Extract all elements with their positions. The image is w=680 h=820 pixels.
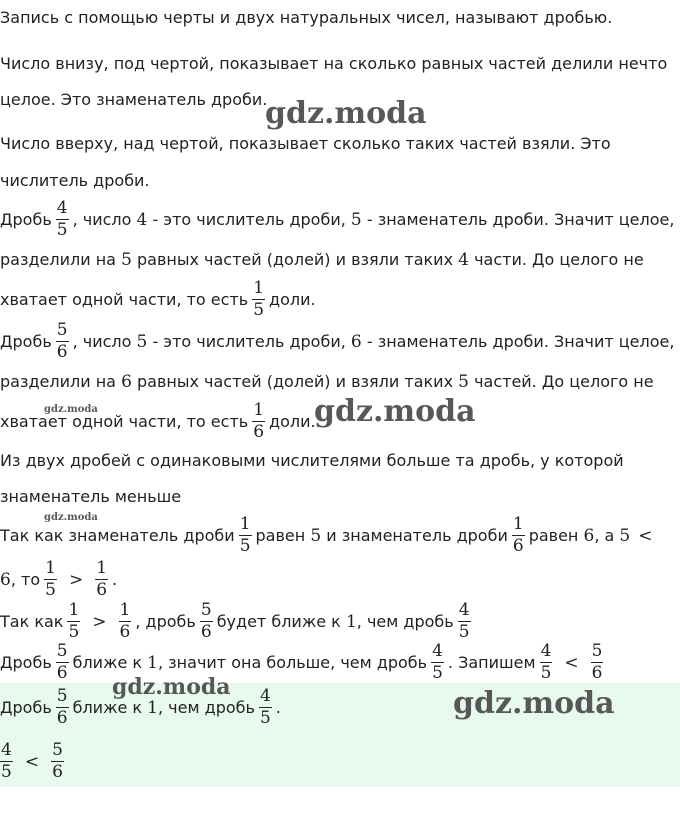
greater-than-sign: > — [68, 570, 84, 590]
fraction — [239, 515, 252, 556]
number: 6 — [350, 332, 362, 352]
number: 4 — [458, 250, 469, 270]
denominator: 6 — [96, 580, 108, 600]
fraction — [591, 642, 604, 683]
less-than-sign: < — [24, 752, 40, 772]
numerator: 5 — [56, 320, 68, 340]
text: . — [275, 698, 281, 717]
text: хватает одной части, то есть — [0, 290, 249, 309]
denominator: 5 — [68, 622, 80, 642]
denominator: 6 — [56, 663, 68, 683]
number: 1 — [147, 698, 158, 718]
numerator: 5 — [56, 641, 68, 661]
fraction — [119, 601, 132, 642]
denominator: 5 — [458, 622, 470, 642]
number: 5 — [619, 526, 631, 546]
fraction — [200, 601, 213, 642]
text: Запись с помощью черты и двух натуральных чисел, называют дробью. — [0, 8, 613, 27]
text: равных частей (долей) и взяли таких — [137, 250, 454, 269]
compare-line4 — [0, 643, 607, 684]
numerator: 1 — [45, 558, 56, 578]
text: Так как — [0, 612, 64, 631]
denominator: 6 — [119, 622, 131, 642]
fraction — [67, 601, 80, 642]
number: 6 — [121, 372, 132, 392]
numerator: 4 — [458, 600, 470, 620]
answer-line2 — [0, 742, 68, 783]
denominator: 5 — [432, 663, 443, 683]
fraction — [259, 687, 272, 728]
text: числитель дроби. — [0, 171, 150, 190]
denominator: 6 — [200, 622, 212, 642]
fraction — [458, 601, 471, 642]
paragraph-numerator-line1 — [0, 134, 611, 154]
fraction — [512, 515, 525, 556]
fraction — [56, 687, 69, 728]
denominator: 6 — [56, 708, 68, 728]
text: доли. — [269, 412, 316, 431]
fraction — [56, 199, 69, 240]
number: 5 — [136, 332, 148, 352]
text: и знаменатель дроби — [326, 526, 508, 545]
text: Дробь — [0, 332, 52, 351]
number: 1 — [345, 612, 357, 632]
rule-line2 — [0, 487, 181, 507]
numerator: 1 — [253, 278, 265, 298]
text: - знаменатель дроби. Значит целое, — [366, 332, 675, 351]
text: , число — [72, 332, 132, 351]
text: , значит она больше, чем дробь — [158, 653, 428, 672]
number: 5 — [458, 372, 469, 392]
text: . — [112, 570, 118, 589]
numerator: 5 — [52, 740, 63, 760]
compare-line2 — [0, 560, 117, 601]
text: будет ближе к — [216, 612, 341, 631]
text: , то — [10, 570, 41, 589]
fraction — [0, 741, 13, 782]
text: Дробь — [0, 698, 52, 717]
numerator: 4 — [540, 641, 552, 661]
denominator: 6 — [512, 536, 524, 556]
denominator: 5 — [540, 663, 552, 683]
denominator: 5 — [1, 762, 12, 782]
example1-line1 — [0, 200, 674, 241]
text: равных частей (долей) и взяли таких — [137, 372, 454, 391]
text: знаменатель меньше — [0, 487, 182, 506]
text: Число вверху, над чертой, показывает сколько таких частей взяли. Это — [0, 134, 611, 153]
fraction — [56, 642, 69, 683]
denominator: 5 — [259, 708, 271, 728]
greater-than-sign: > — [92, 612, 107, 632]
text: . Запишем — [447, 653, 536, 672]
text: Из двух дробей с одинаковыми числителями больше та дробь, у которой — [0, 451, 624, 470]
numerator: 1 — [512, 514, 524, 534]
number: 5 — [310, 526, 322, 546]
text: частей. До целого не — [474, 372, 654, 391]
numerator: 1 — [96, 558, 108, 578]
watermark-logo: gdz.moda — [314, 394, 476, 429]
watermark-logo: gdz.moda — [265, 96, 427, 131]
number: 5 — [121, 250, 132, 270]
compare-line1 — [0, 516, 660, 557]
fraction — [252, 279, 265, 320]
text: , чем дробь — [356, 612, 454, 631]
rule-line1 — [0, 451, 624, 471]
text: Число внизу, под чертой, показывает на сколько равных частей делили нечто — [0, 54, 668, 73]
denominator: 5 — [56, 220, 68, 240]
text: , дробь — [135, 612, 196, 631]
fraction — [44, 559, 57, 600]
denominator: 5 — [239, 536, 251, 556]
denominator: 6 — [56, 342, 68, 362]
paragraph-denominator-line1 — [0, 54, 667, 74]
text: целое. Это знаменатель дроби. — [0, 90, 268, 109]
number: 6 — [583, 526, 595, 546]
denominator: 5 — [45, 580, 56, 600]
compare-line3 — [0, 602, 475, 643]
text: разделили на — [0, 372, 116, 391]
text: Дробь — [0, 210, 52, 229]
text: равен — [255, 526, 306, 545]
text: хватает одной части, то есть — [0, 412, 249, 431]
fraction — [51, 741, 64, 782]
number: 4 — [136, 210, 148, 230]
numerator: 1 — [239, 514, 251, 534]
paragraph-numerator-line2 — [0, 171, 150, 191]
fraction — [56, 321, 69, 362]
numerator: 4 — [1, 740, 12, 760]
denominator: 6 — [253, 422, 265, 442]
paragraph-definition — [0, 8, 612, 28]
numerator: 5 — [200, 600, 212, 620]
text: , чем дробь — [158, 698, 255, 717]
example2-line2 — [0, 372, 654, 392]
numerator: 4 — [432, 641, 443, 661]
numerator: 1 — [68, 600, 80, 620]
text: - это числитель дроби, — [152, 332, 346, 351]
example1-line3 — [0, 280, 316, 321]
numerator: 5 — [56, 686, 68, 706]
watermark-logo: gdz.moda — [453, 686, 615, 721]
text: - знаменатель дроби. Значит целое, — [366, 210, 675, 229]
text: , число — [72, 210, 132, 229]
denominator: 5 — [253, 300, 265, 320]
fraction — [431, 642, 444, 683]
paragraph-denominator-line2 — [0, 90, 267, 110]
number: 1 — [147, 653, 158, 673]
text: - это числитель дроби, — [152, 210, 346, 229]
text: разделили на — [0, 250, 116, 269]
text: Так как знаменатель дроби — [0, 526, 235, 545]
fraction — [252, 401, 265, 442]
less-than-sign: < — [638, 526, 653, 546]
numerator: 1 — [253, 400, 265, 420]
numerator: 5 — [591, 641, 603, 661]
example1-line2 — [0, 250, 644, 270]
fraction — [540, 642, 553, 683]
text: ближе к — [72, 653, 143, 672]
watermark-logo: gdz.moda — [44, 512, 98, 523]
text: , а — [594, 526, 615, 545]
numerator: 4 — [56, 198, 68, 218]
denominator: 6 — [591, 663, 603, 683]
example2-line1 — [0, 322, 674, 363]
watermark-logo: gdz.moda — [112, 674, 231, 700]
text: доли. — [269, 290, 316, 309]
text: ближе к — [72, 698, 143, 717]
number: 5 — [350, 210, 362, 230]
fraction — [95, 559, 108, 600]
less-than-sign: < — [564, 653, 579, 673]
text: части. До целого не — [474, 250, 644, 269]
denominator: 6 — [52, 762, 63, 782]
text: Дробь — [0, 653, 52, 672]
text: равен — [528, 526, 579, 545]
numerator: 1 — [119, 600, 131, 620]
watermark-logo: gdz.moda — [44, 404, 98, 415]
number: 6 — [0, 570, 11, 590]
numerator: 4 — [259, 686, 271, 706]
